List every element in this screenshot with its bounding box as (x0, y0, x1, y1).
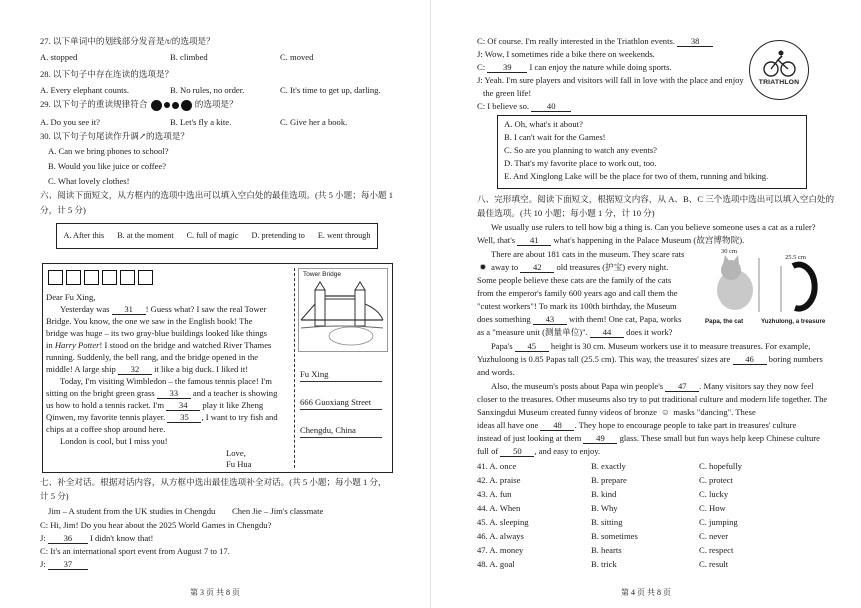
passage-line: Sanxingdui Museum created funny videos of bronze ☺ masks "dancing". These (477, 407, 756, 417)
blank-32[interactable]: 32 (118, 365, 152, 375)
q29-options (40, 117, 390, 128)
rat-icon: ✹ (479, 262, 487, 272)
passage-line: Well, that's 41 what's happening in the Palace Museum (故宫博物院). (477, 235, 745, 245)
q28-options (40, 85, 390, 96)
dialogue-role-chen-jie: Chen Jie – Jim's classmate (232, 506, 324, 516)
passage-line: Papa's 45 height is 30 cm. Museum workers use it to measure treasures. For example, (491, 341, 811, 351)
cat-and-treasure-icon (701, 252, 825, 318)
s7-option-b: B. I can't wait for the Games! (504, 132, 606, 142)
blank-43[interactable]: 43 (533, 315, 567, 325)
blank-49[interactable]: 49 (583, 434, 617, 444)
s6-option-c: C. full of magic (186, 230, 239, 240)
tower-bridge-stamp (298, 268, 388, 352)
blank-34[interactable]: 34 (166, 401, 200, 411)
dialogue-line: C: I believe so. 40 (477, 101, 571, 112)
q30-option-a[interactable]: A. Can we bring phones to school? (48, 146, 169, 156)
q29-option-a[interactable]: A. Do you see it? (40, 117, 100, 127)
section6-title: 六、阅读下面短文，从方框内的选项中选出可以填入空白处的最佳选项。(共 5 小题；每小题 1 (40, 190, 394, 200)
page-number-right: 第 4 页 共 8 页 (621, 588, 671, 597)
section8-title-cont: 最佳选项。(共 10 小题；每小题 1 分，计 10 分) (477, 208, 655, 218)
letter-line: Today, I'm visiting Wimbledon – the famous tennis place! I'm (60, 376, 272, 386)
q30-option-b[interactable]: B. Would you like juice or coffee? (48, 161, 167, 171)
question-41-options: 41. A. once B. exactly C. hopefully (477, 461, 742, 471)
passage-line: We usually use rulers to tell how big a thing is. Can you believe someone uses a cat as a ruler? (491, 222, 816, 232)
question-42-options: 42. A. praise B. prepare C. protect (477, 475, 733, 485)
s6-option-d: D. pretending to (251, 230, 305, 240)
q28-option-a[interactable]: A. Every elephant counts. (40, 85, 130, 95)
section6-title-cont: 分，计 5 分) (40, 205, 86, 215)
passage-line: Some people believe these cats are the family of the cats (477, 275, 672, 285)
passage-line: closer to the treasures. Other museums also try to put traditional culture and modern life together. The (477, 394, 828, 404)
blank-31[interactable]: 31 (112, 305, 146, 315)
q29-stem-post: 的选项是？ (194, 99, 238, 109)
passage-line: Yuzhuloong is 0.85 Papas tall (25.5 cm). This way, the treasures' sizes are 46 boring numbers (477, 354, 823, 364)
q27-option-b[interactable]: B. climbed (170, 52, 208, 62)
dialogue-line: the green life! (483, 88, 532, 98)
passage-line: as a "measure unit (测量单位)". 44 does it work? (477, 327, 673, 337)
q30-option-c[interactable]: C. What lovely clothes! (48, 176, 130, 186)
s7-option-a: A. Oh, what's it about? (504, 119, 583, 129)
q27-options (40, 52, 390, 63)
papa-cat-figure (701, 248, 825, 328)
postcard-divider (294, 268, 295, 468)
q29-stem (40, 99, 238, 111)
blank-41[interactable]: 41 (517, 236, 551, 246)
q28-option-b[interactable]: B. No rules, no order. (170, 85, 245, 95)
blank-50[interactable]: 50 (500, 447, 534, 457)
passage-line: does something 43 with them! One cat, Papa, works (477, 314, 682, 324)
section7-title-cont: 计 5 分) (40, 491, 69, 501)
dialogue-line: C: It's an international sport event from August 7 to 17. (40, 546, 230, 556)
question-43-options: 43. A. fun B. kind C. lucky (477, 489, 729, 499)
passage-line: Also, the museum's posts about Papa win people's 47 . Many visitors say they now feel (491, 381, 814, 391)
q29-option-c[interactable]: C. Give her a book. (280, 117, 348, 127)
s7-option-e: E. And Xinglong Lake will be the place for two of them, running and biking. (504, 171, 769, 181)
passage-line: and words. (477, 367, 515, 377)
dialogue-line: C: Hi, Jim! Do you hear about the 2025 World Games in Chengdu? (40, 520, 272, 530)
dialogue-line: C: Of course. I'm really interested in the Triathlon events. 38 (477, 36, 713, 47)
stress-pattern-dots-icon (150, 99, 195, 109)
blank-44[interactable]: 44 (590, 328, 624, 338)
blank-45[interactable]: 45 (515, 342, 549, 352)
passage-line: ideas all have one 48 . They hope to encourage people to take part in treasures' culture (477, 420, 797, 430)
dialogue-line: J: Wow, I sometimes ride a bike there on weekends. (477, 49, 655, 59)
question-44-options: 44. A. When B. Why C. How (477, 503, 726, 513)
letter-line: Yesterday was 31 ! Guess what? I saw the real Tower (60, 304, 267, 314)
dialogue-line: J: Yeah. I'm sure players and visitors will fall in love with the place and enjoy (477, 75, 744, 85)
letter-line: chips at a coffee shop around here. (46, 424, 166, 434)
logo-text: TRIATHLON (758, 79, 800, 86)
bronze-mask-icon: ☺ (660, 407, 670, 417)
passage-line: full of 50 , and easy to enjoy. (477, 446, 601, 456)
section7-option-box (497, 115, 807, 189)
figure-width-cat: 30 cm (721, 248, 738, 255)
letter-closing: Love, (226, 448, 246, 458)
letter-line: bridge was huge – its two gray-blue buildings looked like things (46, 328, 268, 338)
blank-47[interactable]: 47 (665, 382, 699, 392)
q27-stem: 27. 以下单词中的划线部分发音是/t/的选项是？ (40, 36, 215, 46)
s6-option-b: B. at the moment (117, 230, 174, 240)
stamp-label: Tower Bridge (303, 271, 341, 278)
q27-option-c[interactable]: C. moved (280, 52, 314, 62)
dialogue-line: J: 37 (40, 559, 88, 570)
letter-line: Bridge. You know, the one we saw in the English book! The (46, 316, 253, 326)
section7-title: 七、补全对话。根据对话内容，从方框中选出最佳选项补全对话。(共 5 小题；每小题 1 分， (40, 477, 387, 487)
letter-line: middle! A large ship 32 it like a big duck. I liked it! (46, 364, 249, 374)
address-line-1: Fu Xing (300, 369, 382, 382)
passage-line: There are about 181 cats in the museum. They scare rats (491, 249, 685, 259)
blank-40[interactable]: 40 (531, 102, 571, 112)
letter-line: London is cool, but I miss you! (60, 436, 168, 446)
question-46-options: 46. A. always B. sometimes C. never (477, 531, 729, 541)
figure-width-treasure: 25.5 cm (785, 254, 806, 261)
figure-caption-cat: Papa, the cat (705, 318, 744, 325)
dialogue-role-jim: Jim – A student from the UK studies in Chengdu (48, 506, 216, 516)
tower-bridge-icon (299, 280, 385, 350)
figure-caption-treasure: Yuzhulong, a treasure (761, 318, 826, 325)
page-number-left: 第 3 页 共 8 页 (190, 588, 240, 597)
s7-option-c: C. So are you planning to watch any events? (504, 145, 657, 155)
dialogue-line: C: 39 I can enjoy the nature while doing sports. (477, 62, 672, 72)
passage-line: from the emperor's family 600 years ago and call them the (477, 288, 678, 298)
passage-line: "cutest workers"! To mark its 100th birthday, the Museum (477, 301, 677, 311)
letter-greeting: Dear Fu Xing, (46, 292, 96, 302)
letter-line: sitting on the bright green grass 33 and a teacher is showing (46, 388, 278, 398)
q29-option-b[interactable]: B. Let's fly a kite. (170, 117, 232, 127)
letter-line: in Harry Potter! I stood on the bridge and watched River Thames (46, 340, 272, 350)
address-line-3: Chengdu, China (300, 425, 382, 438)
dialogue-line: J: 36 I didn't know that! (40, 533, 154, 543)
letter-signature: Fu Hua (226, 459, 252, 469)
blank-37[interactable]: 37 (48, 560, 88, 570)
section8-title: 八、完形填空。阅读下面短文，根据短文内容，从 A、B、C 三个选项中选出可以填入空白处的 (477, 194, 835, 204)
blank-38[interactable]: 38 (677, 37, 713, 47)
letter-line: us how to hold a tennis racket. I'm 34 play it like Zheng (46, 400, 264, 410)
right-page (431, 0, 861, 608)
question-45-options: 45. A. sleeping B. sitting C. jumping (477, 517, 738, 527)
s6-option-e: E. went through (317, 230, 371, 240)
question-48-options: 48. A. goal B. trick C. result (477, 559, 729, 569)
q28-option-c[interactable]: C. It's time to get up, darling. (280, 85, 381, 95)
blank-35[interactable]: 35 (167, 413, 201, 423)
left-page (0, 0, 430, 608)
q30-stem: 30. 以下句子句尾读作升调↗的选项是？ (40, 131, 189, 141)
letter-line: running. Suddenly, the bell rang, and the bridge opened in the (46, 352, 259, 362)
blank-36[interactable]: 36 (48, 534, 88, 544)
blank-42[interactable]: 42 (520, 263, 554, 273)
blank-48[interactable]: 48 (540, 421, 574, 431)
s6-option-a: A. After this (63, 230, 105, 240)
blank-33[interactable]: 33 (157, 389, 191, 399)
passage-line: ✹ away to 42 old treasures (护宝) every night. (477, 262, 668, 273)
triathlon-logo (749, 40, 809, 100)
blank-39[interactable]: 39 (487, 63, 527, 73)
postcard-blank-squares-icon (48, 270, 156, 285)
section6-option-box (56, 223, 378, 249)
letter-line: Qinwen, my favorite tennis player. 35 , I want to try fish and (46, 412, 278, 422)
question-47-options: 47. A. money B. hearts C. respect (477, 545, 734, 555)
blank-46[interactable]: 46 (733, 355, 767, 365)
passage-line: instead of just looking at them 49 glass. These small but fun ways help keep Chinese culture (477, 433, 820, 443)
address-line-2: 666 Guoxiang Street (300, 397, 382, 410)
s7-option-d: D. That's my favorite place to work out, too. (504, 158, 657, 168)
q28-stem: 28. 以下句子中存在连读的选项是？ (40, 69, 174, 79)
q29-stem-pre: 29. 以下句子的重读规律符合 (40, 99, 148, 109)
q27-option-a[interactable]: A. stopped (40, 52, 78, 62)
